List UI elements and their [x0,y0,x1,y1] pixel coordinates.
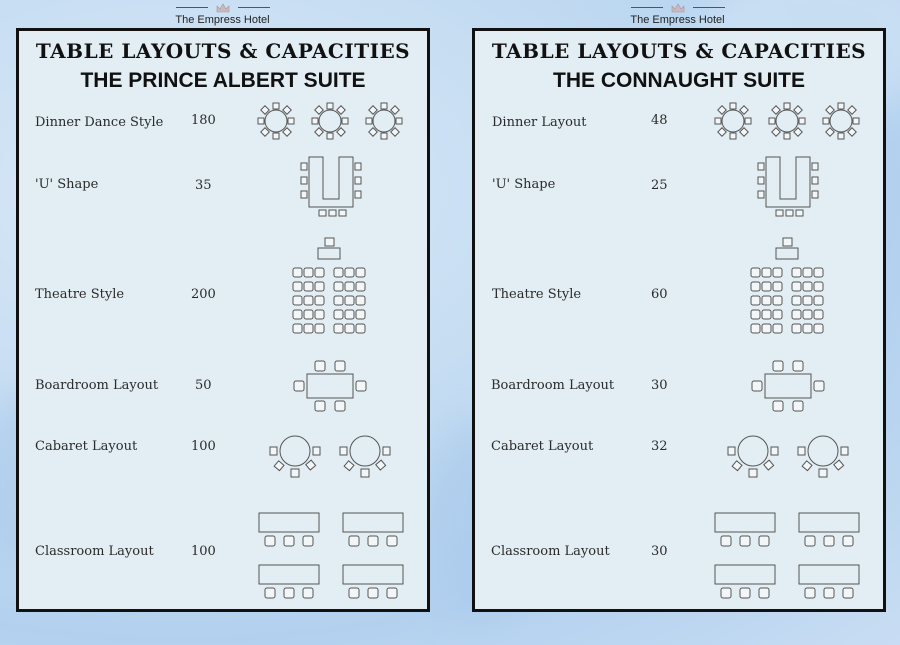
round-tables-diagram [713,101,869,141]
classroom-diagram [257,511,407,601]
divider [631,7,663,8]
suite-title: THE PRINCE ALBERT SUITE [80,69,366,92]
brand-header [455,2,900,26]
row-capacity: 50 [195,378,212,393]
panel-connaught [455,0,895,645]
row-label: Theatre Style [492,287,582,302]
cabaret-diagram [267,431,401,481]
row-label: Classroom Layout [491,544,610,559]
row-capacity: 200 [191,287,216,302]
divider [693,7,725,8]
row-label: Boardroom Layout [35,378,159,393]
theatre-diagram [747,236,827,342]
row-label: 'U' Shape [35,177,99,192]
row-capacity: 25 [651,178,668,193]
divider [176,7,208,8]
hotel-name: The Empress Hotel [630,14,725,26]
row-label: Classroom Layout [35,544,154,559]
row-label: Cabaret Layout [491,439,594,454]
u-shape-diagram [754,155,824,219]
card-heading: TABLE LAYOUTS & CAPACITIES [491,39,867,63]
u-shape-diagram [297,155,367,219]
row-capacity: 100 [191,439,216,454]
hotel-name: The Empress Hotel [175,14,270,26]
row-capacity: 60 [651,287,668,302]
row-label: Dinner Dance Style [35,115,164,130]
row-capacity: 35 [195,178,212,193]
card-heading: TABLE LAYOUTS & CAPACITIES [35,39,411,63]
brand-header [0,2,445,26]
row-label: Cabaret Layout [35,439,138,454]
panel-prince-albert [0,0,440,645]
cabaret-diagram [725,431,859,481]
layout-card [16,28,430,612]
row-capacity: 100 [191,544,216,559]
crown-icon [216,3,230,13]
row-capacity: 48 [651,113,668,128]
row-capacity: 180 [191,113,216,128]
classroom-diagram [713,511,863,601]
crown-icon [671,3,685,13]
layout-card [472,28,886,612]
row-label: Dinner Layout [492,115,587,130]
row-label: Theatre Style [35,287,125,302]
round-tables-diagram [256,101,412,141]
row-label: Boardroom Layout [491,378,615,393]
theatre-diagram [289,236,369,342]
suite-title: THE CONNAUGHT SUITE [553,69,805,92]
row-label: 'U' Shape [492,177,556,192]
boardroom-diagram [749,359,827,415]
row-capacity: 30 [651,544,668,559]
divider [238,7,270,8]
boardroom-diagram [291,359,369,415]
row-capacity: 32 [651,439,668,454]
row-capacity: 30 [651,378,668,393]
